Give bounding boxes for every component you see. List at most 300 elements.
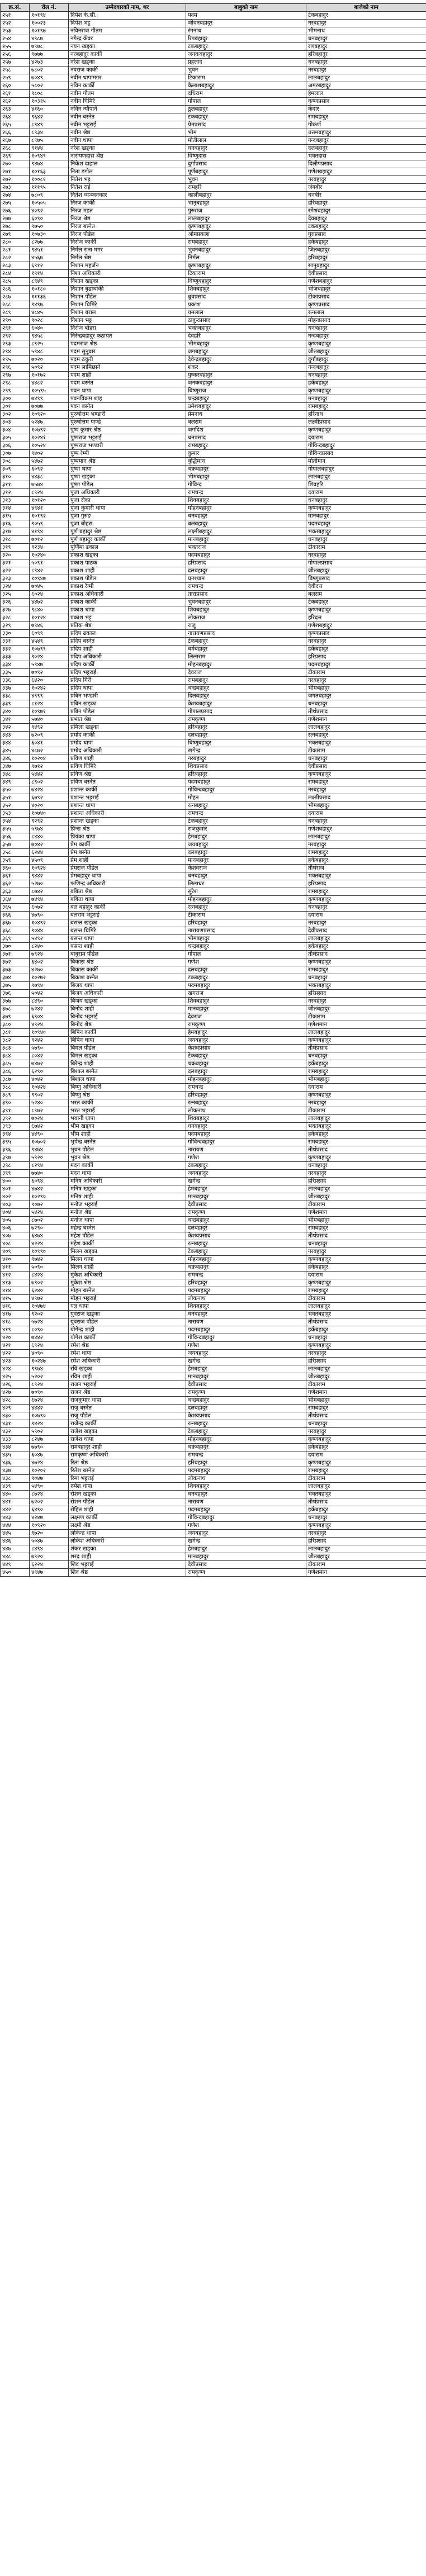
roll-cell: ४५०९ <box>30 857 69 865</box>
grandfather-name-cell: अमरबहादुर <box>306 82 426 90</box>
father-name-cell: गोविन्दबहादुर <box>186 786 306 794</box>
roll-cell: ४९७२ <box>30 1295 69 1303</box>
roll-cell: ६४९० <box>30 1506 69 1514</box>
candidate-name-cell: निरोज बोहरा <box>69 325 186 333</box>
candidate-name-cell: लोकेन्द्र थापा <box>69 1530 186 1538</box>
table-row <box>1 489 426 497</box>
serial-cell: ३४५ <box>1 747 30 755</box>
grandfather-name-cell: टीकाराम <box>306 1013 426 1021</box>
roll-cell: ७२९० <box>30 1225 69 1232</box>
roll-cell: ४४४२ <box>30 1405 69 1412</box>
father-name-cell: जयबहादुर <box>186 1170 306 1178</box>
table-row <box>1 1240 426 1248</box>
father-name-cell: चन्द्रबहादुर <box>186 943 306 951</box>
father-name-cell: धर्मबहादुर <box>186 646 306 653</box>
candidate-name-cell: निरेन्द्रबहादुर कठायत <box>69 333 186 340</box>
grandfather-name-cell: रामबहादुर <box>306 849 426 857</box>
candidate-name-cell: नवीन घिमिरे <box>69 98 186 106</box>
serial-cell: २७४ <box>1 192 30 200</box>
serial-cell: २७७ <box>1 215 30 223</box>
table-row <box>1 1193 426 1201</box>
father-name-cell: प्रेमप्रसाद <box>186 121 306 129</box>
grandfather-name-cell: धनबहादुर <box>306 372 426 379</box>
candidate-name-cell: पूजा गुरुङ <box>69 513 186 520</box>
roll-cell: ९४५८ <box>30 333 69 340</box>
table-row <box>1 1350 426 1358</box>
roll-cell: ५९७४ <box>30 826 69 833</box>
grandfather-name-cell: मोहनप्रसाद <box>306 317 426 325</box>
candidate-name-cell: निशान बराल <box>69 309 186 317</box>
father-name-cell: कृष्णबहादुर <box>186 262 306 270</box>
grandfather-name-cell: नरबहादुर <box>306 677 426 685</box>
roll-cell: १०५९५ <box>30 387 69 395</box>
candidate-name-cell: मदन कार्की <box>69 1162 186 1170</box>
serial-cell: २८० <box>1 239 30 246</box>
table-row <box>1 1318 426 1326</box>
candidate-name-cell: पूजा अधिकारी <box>69 489 186 497</box>
candidate-name-cell: मनोज श्रेष्ठ <box>69 1209 186 1217</box>
father-name-cell: गोपाल <box>186 98 306 106</box>
serial-cell: ४२८ <box>1 1397 30 1405</box>
serial-cell: २९७ <box>1 372 30 379</box>
father-name-cell: जनकबहादुर <box>186 379 306 387</box>
table-row <box>1 1381 426 1389</box>
serial-cell: ४५० <box>1 1569 30 1577</box>
father-name-cell: सुरेश <box>186 888 306 896</box>
grandfather-name-cell: भीमनाथ <box>306 27 426 35</box>
candidate-name-cell: प्रकाश खड्का <box>69 552 186 559</box>
serial-cell: ४१० <box>1 1256 30 1264</box>
roll-cell: १०१८० <box>30 286 69 293</box>
roll-cell: ५९४८ <box>30 348 69 356</box>
grandfather-name-cell: लालबहादुर <box>306 724 426 732</box>
serial-cell: ३०४ <box>1 426 30 434</box>
candidate-name-cell: बल बहादुर कार्की <box>69 904 186 912</box>
candidate-name-cell: प्रशान्त कार्की <box>69 786 186 794</box>
serial-cell: ३८९ <box>1 1092 30 1099</box>
candidate-name-cell: मिलन थापा <box>69 1256 186 1264</box>
serial-cell: ३४० <box>1 708 30 716</box>
serial-cell: ३२० <box>1 552 30 559</box>
candidate-name-cell: निरज बस्नेत <box>69 223 186 231</box>
serial-cell: २६९ <box>1 153 30 160</box>
father-name-cell: लिलाधर <box>186 880 306 888</box>
grandfather-name-cell: लालबहादुर <box>306 1365 426 1373</box>
grandfather-name-cell: रामबहादुर <box>306 1405 426 1412</box>
candidate-name-cell: महेश पौडेल <box>69 1232 186 1240</box>
father-name-cell: रंगनाथ <box>186 27 306 35</box>
roll-cell: १०२०४ <box>30 755 69 763</box>
table-row <box>1 951 426 959</box>
table-row <box>1 1076 426 1084</box>
roll-cell: ८९७५ <box>30 137 69 145</box>
grandfather-name-cell: लालबहादुर <box>306 1185 426 1193</box>
serial-cell: २८४ <box>1 270 30 278</box>
roll-cell: ९७४२ <box>30 1256 69 1264</box>
roll-cell: ७७४० <box>30 1170 69 1178</box>
table-row <box>1 434 426 442</box>
grandfather-name-cell: दिलीपप्रसाद <box>306 160 426 168</box>
serial-cell: ४०८ <box>1 1240 30 1248</box>
grandfather-name-cell: धनबहादुर <box>306 755 426 763</box>
roll-cell: ७५७४ <box>30 481 69 489</box>
roll-cell: ८७०२ <box>30 1217 69 1225</box>
roll-cell: ९४४२ <box>30 872 69 880</box>
grandfather-name-cell: दयाराम <box>306 912 426 919</box>
roll-cell: ६७९२ <box>30 794 69 802</box>
serial-cell: ३४२ <box>1 724 30 732</box>
candidate-name-cell: निशान घिमिरे <box>69 301 186 309</box>
table-row <box>1 262 426 270</box>
roll-cell: ४९२४ <box>30 1021 69 1029</box>
roll-cell: ९७९४ <box>30 982 69 990</box>
table-row <box>1 43 426 51</box>
candidate-name-cell: पुरुषोत्तम पाण्डे <box>69 419 186 426</box>
serial-cell: ३५४ <box>1 818 30 826</box>
table-row <box>1 630 426 638</box>
table-row <box>1 1373 426 1381</box>
table-row <box>1 411 426 419</box>
grandfather-name-cell: हरिप्रसाद <box>306 1358 426 1365</box>
father-name-cell: नारायण <box>186 1318 306 1326</box>
grandfather-name-cell: गोकर्ण <box>306 121 426 129</box>
grandfather-name-cell: कृष्णबहादुर <box>306 896 426 904</box>
table-row <box>1 1326 426 1334</box>
father-name-cell: रामकृष्ण <box>186 1569 306 1577</box>
candidate-name-cell: प्रबिन खड्का <box>69 700 186 708</box>
table-row <box>1 747 426 755</box>
father-name-cell: गोपालप्रसाद <box>186 708 306 716</box>
candidate-name-cell: नितेश भट्ट <box>69 176 186 184</box>
serial-cell: २९५ <box>1 356 30 364</box>
serial-cell: ४४९ <box>1 1561 30 1569</box>
roll-cell: ७०७७ <box>30 403 69 411</box>
grandfather-name-cell: हर्कबहादुर <box>306 1264 426 1272</box>
father-name-cell: बुद्धिमान <box>186 458 306 466</box>
father-name-cell: भक्तबहादुर <box>186 325 306 333</box>
father-name-cell: रामकृष्ण <box>186 1389 306 1397</box>
serial-cell: २६५ <box>1 121 30 129</box>
candidate-name-cell: प्रिन्स श्रेष्ठ <box>69 826 186 833</box>
serial-cell: २८७ <box>1 293 30 301</box>
table-row <box>1 669 426 677</box>
roll-cell: ६०४१ <box>30 739 69 747</box>
serial-cell: ४२० <box>1 1334 30 1342</box>
table-row <box>1 919 426 927</box>
roll-cell: ९२९२ <box>30 818 69 826</box>
father-name-cell: रामकृष्ण <box>186 1021 306 1029</box>
candidate-name-cell: रामबहादुर शाही <box>69 1444 186 1451</box>
father-name-cell: टिकाराम <box>186 270 306 278</box>
candidate-name-cell: राजु बस्नेत <box>69 1405 186 1412</box>
candidate-name-cell: मोहन भट्टराई <box>69 1295 186 1303</box>
roll-cell: १०१९४ <box>30 12 69 20</box>
serial-cell: ४३६ <box>1 1459 30 1467</box>
grandfather-name-cell: गोविन्दबहादुर <box>306 442 426 450</box>
grandfather-name-cell: बलराम <box>306 591 426 599</box>
serial-cell: ३७६ <box>1 990 30 998</box>
father-name-cell: रत्नबहादुर <box>186 1099 306 1107</box>
table-row <box>1 1170 426 1178</box>
candidate-name-cell: युवराज खड्का <box>69 1311 186 1318</box>
grandfather-name-cell: नरबहादुर <box>306 786 426 794</box>
serial-cell: ३८३ <box>1 1045 30 1052</box>
table-row <box>1 403 426 411</box>
father-name-cell: गोपाल <box>186 951 306 959</box>
table-row <box>1 1264 426 1272</box>
table-row <box>1 1451 426 1459</box>
candidate-name-cell: पदम ठकुरी <box>69 356 186 364</box>
candidate-name-cell: पुष्पमान श्रेष्ठ <box>69 458 186 466</box>
table-row <box>1 935 426 943</box>
table-row <box>1 270 426 278</box>
table-row <box>1 51 426 59</box>
table-row <box>1 528 426 536</box>
roll-cell: ४२७० <box>30 966 69 974</box>
table-row <box>1 1256 426 1264</box>
grandfather-name-cell: धनबहादुर <box>306 536 426 544</box>
table-row <box>1 1146 426 1154</box>
roll-cell: १०१९२ <box>30 513 69 520</box>
serial-cell: ३८० <box>1 1021 30 1029</box>
candidate-name-cell: प्रमोद अधिकारी <box>69 747 186 755</box>
serial-cell: २९२ <box>1 333 30 340</box>
table-row <box>1 872 426 880</box>
table-row <box>1 998 426 1005</box>
serial-cell: ३१७ <box>1 528 30 536</box>
grandfather-name-cell: सानुबहादुर <box>306 262 426 270</box>
roll-cell: ५२४० <box>30 1099 69 1107</box>
roll-cell: ६९२४ <box>30 1342 69 1350</box>
father-name-cell: ताराप्रसाद <box>186 591 306 599</box>
serial-cell: ४१२ <box>1 1272 30 1279</box>
grandfather-name-cell: लालबहादुर <box>306 74 426 82</box>
candidate-name-cell: प्रदिप गिरी <box>69 677 186 685</box>
table-row <box>1 121 426 129</box>
roll-cell: ८१२४ <box>30 700 69 708</box>
serial-cell: ३०२ <box>1 411 30 419</box>
father-name-cell: टिकाराम <box>186 74 306 82</box>
roll-cell: ४०४२ <box>30 1076 69 1084</box>
father-name-cell: देवीप्रसाद <box>186 1561 306 1569</box>
father-name-cell: नरबहादुर <box>186 755 306 763</box>
candidate-name-cell: राजु पौडेल <box>69 1412 186 1420</box>
table-row <box>1 692 426 700</box>
serial-cell: ३०३ <box>1 419 30 426</box>
grandfather-name-cell: मानबहादुर <box>306 513 426 520</box>
roll-cell: ९२३४ <box>30 544 69 552</box>
table-row <box>1 536 426 544</box>
roll-cell: ४८७२ <box>30 747 69 755</box>
candidate-name-cell: मिलन शाही <box>69 1264 186 1272</box>
serial-cell: ३९० <box>1 1099 30 1107</box>
grandfather-name-cell: गणेशमान <box>306 1389 426 1397</box>
table-row <box>1 966 426 974</box>
candidate-name-cell: बिजय खड्का <box>69 998 186 1005</box>
candidate-name-cell: बबिता थापा <box>69 896 186 904</box>
serial-cell: ४०० <box>1 1178 30 1185</box>
serial-cell: ३४९ <box>1 779 30 786</box>
table-row <box>1 1185 426 1193</box>
table-row <box>1 661 426 669</box>
father-name-cell: रामबहादुर <box>186 239 306 246</box>
candidate-name-cell: प्रकाश शाही <box>69 567 186 575</box>
grandfather-name-cell: टीकाराम <box>306 1295 426 1303</box>
candidate-name-cell: बिनोद शाही <box>69 1005 186 1013</box>
grandfather-name-cell: टीकाराम <box>306 1561 426 1569</box>
roll-cell: ५४२४ <box>30 1209 69 1217</box>
candidate-name-cell: पवन थापा <box>69 387 186 395</box>
roll-cell: ९१४४ <box>30 145 69 153</box>
table-row <box>1 1052 426 1060</box>
serial-cell: ३९४ <box>1 1131 30 1138</box>
candidate-name-cell: निर्मल राना मगर <box>69 246 186 254</box>
roll-cell: १०१९७ <box>30 27 69 35</box>
grandfather-name-cell: धनबहादुर <box>306 1240 426 1248</box>
grandfather-name-cell: कृष्णबहादुर <box>306 959 426 966</box>
candidate-name-cell: शिव भट्टराई <box>69 1561 186 1569</box>
table-row <box>1 1217 426 1225</box>
grandfather-name-cell: देवीप्रसाद <box>306 270 426 278</box>
father-name-cell: रामकृष्ण <box>186 716 306 724</box>
table-row <box>1 1365 426 1373</box>
header-grandfather: बाजेको नाम <box>306 4 426 12</box>
candidate-name-cell: मुकेश अधिकारी <box>69 1272 186 1279</box>
grandfather-name-cell: नरबहादुर <box>306 919 426 927</box>
serial-cell: २६७ <box>1 137 30 145</box>
roll-cell: १०१६३ <box>30 168 69 176</box>
roll-cell: ९८४० <box>30 606 69 614</box>
candidate-name-cell: नरेश खड्का <box>69 145 186 153</box>
serial-cell: ३६४ <box>1 896 30 904</box>
serial-cell: ३३७ <box>1 685 30 692</box>
table-row <box>1 786 426 794</box>
candidate-name-cell: प्रकाश पौडेल <box>69 575 186 583</box>
father-name-cell: लोकराज <box>186 614 306 622</box>
candidate-name-cell: निशान खड्का <box>69 278 186 286</box>
candidate-name-cell: निरज श्रेष्ठ <box>69 215 186 223</box>
candidate-name-cell: पूजा कुमारी थापा <box>69 505 186 513</box>
father-name-cell: कैलाशबहादुर <box>186 82 306 90</box>
candidate-name-cell: भुपेन्द्र बस्नेत <box>69 1138 186 1146</box>
table-row <box>1 912 426 919</box>
roll-cell: ६२४४ <box>30 849 69 857</box>
roll-cell: ५०४२ <box>30 990 69 998</box>
roll-cell: १०९२० <box>30 411 69 419</box>
serial-cell: २८६ <box>1 286 30 293</box>
candidate-name-cell: मिलन खड्का <box>69 1248 186 1256</box>
roll-cell: ५९४७ <box>30 661 69 669</box>
serial-cell: २९३ <box>1 340 30 348</box>
roll-cell: ६७२४ <box>30 1397 69 1405</box>
candidate-name-cell: भीम खड्का <box>69 1123 186 1131</box>
father-name-cell: रिपबहादुर <box>186 35 306 43</box>
candidate-name-cell: निशान भट्ट <box>69 317 186 325</box>
serial-cell: ३१६ <box>1 520 30 528</box>
candidate-name-cell: प्रबिन भण्डारी <box>69 692 186 700</box>
table-row <box>1 739 426 747</box>
roll-cell: ४८४५ <box>30 309 69 317</box>
candidate-name-cell: प्रशान्त भट्टराई <box>69 794 186 802</box>
father-name-cell: टंकबहादुर <box>186 1162 306 1170</box>
grandfather-name-cell: टेकबहादुर <box>306 599 426 606</box>
grandfather-name-cell: कृष्णबहादुर <box>306 426 426 434</box>
father-name-cell: चक्रबहादुर <box>186 1060 306 1068</box>
grandfather-name-cell: नरबहादुर <box>306 1248 426 1256</box>
father-name-cell: रत्नबहादुर <box>186 1420 306 1428</box>
candidate-name-cell: बिशाल बस्नेत <box>69 1068 186 1076</box>
table-row <box>1 1178 426 1185</box>
serial-cell: ३४७ <box>1 763 30 771</box>
grandfather-name-cell: लालबहादुर <box>306 1303 426 1311</box>
serial-cell: ३८२ <box>1 1037 30 1045</box>
serial-cell: ३१९ <box>1 544 30 552</box>
serial-cell: ३५६ <box>1 833 30 841</box>
father-name-cell: दलबहादुर <box>186 849 306 857</box>
serial-cell: ३७५ <box>1 982 30 990</box>
grandfather-name-cell: लालबहादुर <box>306 833 426 841</box>
candidate-name-cell: प्रविण बस्नेत <box>69 779 186 786</box>
serial-cell: ३५५ <box>1 826 30 833</box>
father-name-cell: खगेन्द्र <box>186 747 306 755</box>
serial-cell: ३९७ <box>1 1154 30 1162</box>
grandfather-name-cell: हर्कबहादुर <box>306 379 426 387</box>
serial-cell: ४२७ <box>1 1389 30 1397</box>
candidate-name-cell: प्रमिला खड्का <box>69 724 186 732</box>
table-row <box>1 943 426 951</box>
roll-cell: ४२२४ <box>30 1240 69 1248</box>
candidate-name-cell: लक्ष्मण कार्की <box>69 1514 186 1522</box>
serial-cell: ४०७ <box>1 1232 30 1240</box>
table-row <box>1 1569 426 1577</box>
grandfather-name-cell: नरबहादुर <box>306 176 426 184</box>
serial-cell: २५१ <box>1 12 30 20</box>
table-row <box>1 309 426 317</box>
father-name-cell: विष्णुदास <box>186 153 306 160</box>
father-name-cell: भुवन <box>186 176 306 184</box>
candidate-name-cell: निरोज कार्की <box>69 239 186 246</box>
grandfather-name-cell: कृष्णबहादुर <box>306 1522 426 1530</box>
candidate-name-cell: नारायणदास श्रेष्ठ <box>69 153 186 160</box>
table-row <box>1 567 426 575</box>
father-name-cell: रत्नबहादुर <box>186 904 306 912</box>
father-name-cell: लोकनाथ <box>186 1295 306 1303</box>
table-row <box>1 1412 426 1420</box>
grandfather-name-cell: गणेशमान <box>306 1209 426 1217</box>
father-name-cell: गोविन्दबहादुर <box>186 1334 306 1342</box>
father-name-cell: दलबहादुर <box>186 567 306 575</box>
father-name-cell: उमेशबहादुर <box>186 403 306 411</box>
father-name-cell: चन्द्रबहादुर <box>186 395 306 403</box>
serial-cell: ३२६ <box>1 599 30 606</box>
table-row <box>1 653 426 661</box>
roll-cell: ८४९४ <box>30 1545 69 1553</box>
candidate-name-cell: प्रदिप बस्नेत <box>69 638 186 646</box>
father-name-cell: भुवनबहादुर <box>186 599 306 606</box>
grandfather-name-cell: भीमबहादुर <box>306 1397 426 1405</box>
candidate-name-cell: निकेश दाहाल <box>69 160 186 168</box>
grandfather-name-cell: धनबहादुर <box>306 1420 426 1428</box>
father-name-cell: जनकबहादुर <box>186 51 306 59</box>
roll-cell: ७४४२ <box>30 1334 69 1342</box>
roll-cell: ४५६७ <box>30 254 69 262</box>
father-name-cell: पदमबहादुर <box>186 552 306 559</box>
serial-cell: ३९१ <box>1 1107 30 1115</box>
table-row <box>1 387 426 395</box>
roll-cell: १००२३ <box>30 20 69 27</box>
candidate-name-cell: रविन शाही <box>69 1373 186 1381</box>
roll-cell: ४७९० <box>30 912 69 919</box>
